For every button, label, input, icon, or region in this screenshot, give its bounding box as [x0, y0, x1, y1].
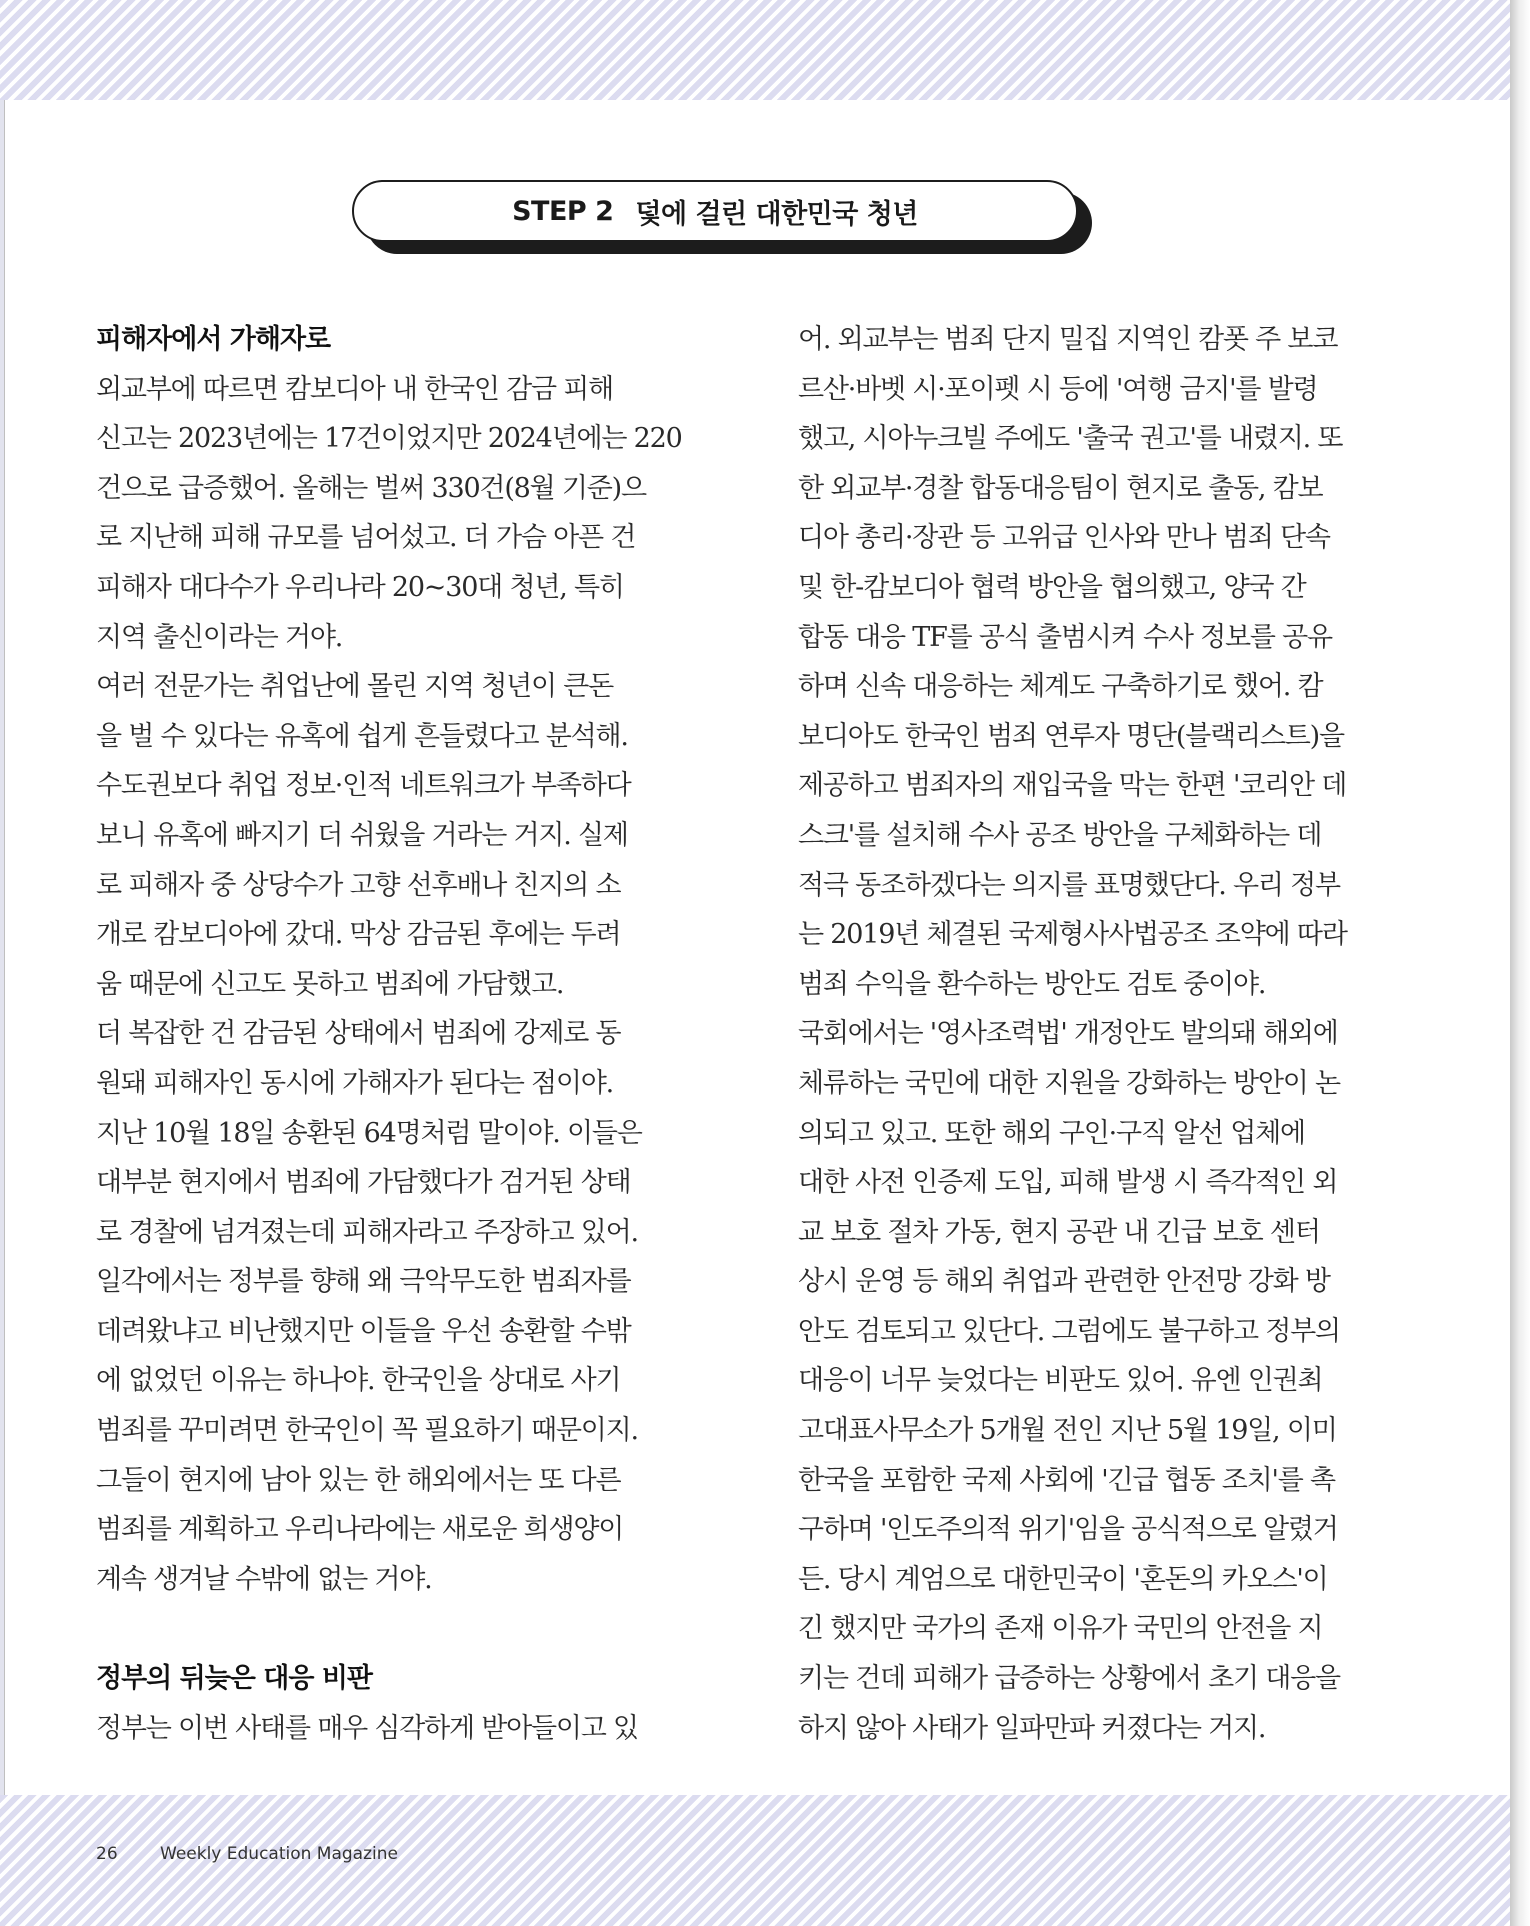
text-line: 르산·바벳 시·포이펫 시 등에 '여행 금지'를 발령 [798, 373, 1318, 405]
text-line: 상시 운영 등 해외 취업과 관련한 안전망 강화 방 [798, 1266, 1330, 1298]
text-line: 고대표사무소가 5개월 전인 지난 5월 19일, 이미 [798, 1415, 1337, 1447]
text-line: 체류하는 국민에 대한 지원을 강화하는 방안이 논 [798, 1067, 1340, 1099]
text-line: 키는 건데 피해가 급증하는 상황에서 초기 대응을 [798, 1663, 1340, 1695]
text-line: 대응이 너무 늦었다는 비판도 있어. 유엔 인권최 [798, 1365, 1323, 1397]
left-paragraphs-1 [96, 365, 682, 1605]
page-footer [96, 1844, 398, 1864]
text-line: 한 외교부·경찰 합동대응팀이 현지로 출동, 캄보 [798, 472, 1323, 504]
title-banner-pill [352, 180, 1078, 242]
text-line: 했고, 시아누크빌 주에도 '출국 권고'를 내렸지. 또 [798, 423, 1343, 455]
text-line: 피해자 대다수가 우리나라 20~30대 청년, 특히 [96, 571, 624, 603]
subheading-victim-to-perpetrator: 피해자에서 가해자로 [96, 324, 331, 355]
section-title-banner [352, 180, 1092, 254]
text-line: 수도권보다 취업 정보·인적 네트워크가 부족하다 [96, 770, 631, 802]
text-line: 보디아도 한국인 범죄 연루자 명단(블랙리스트)을 [798, 720, 1344, 752]
text-line: 긴 했지만 국가의 존재 이유가 국민의 안전을 지 [798, 1613, 1323, 1645]
text-line: 범죄를 꾸미려면 한국인이 꼭 필요하기 때문이지. [96, 1415, 638, 1447]
text-line: 하지 않아 사태가 일파만파 커졌다는 거지. [798, 1712, 1266, 1744]
text-line: 여러 전문가는 취업난에 몰린 지역 청년이 큰돈 [96, 671, 614, 703]
text-line: 하며 신속 대응하는 체계도 구축하기로 했어. 캄 [798, 671, 1323, 703]
text-line: 건으로 급증했어. 올해는 벌써 330건(8월 기준)으 [96, 472, 646, 504]
step-label: STEP 2 [512, 195, 614, 227]
text-line: 스크'를 설치해 수사 공조 방안을 구체화하는 데 [798, 819, 1322, 851]
section-title: 덫에 걸린 대한민국 청년 [635, 198, 918, 230]
text-line: 합동 대응 TF를 공식 출범시켜 수사 정보를 공유 [798, 621, 1332, 653]
text-line: 지역 출신이라는 거야. [96, 621, 343, 653]
text-line: 정부는 이번 사태를 매우 심각하게 받아들이고 있 [96, 1712, 638, 1744]
text-line: 계속 생겨날 수밖에 없는 거야. [96, 1563, 432, 1595]
text-line: 는 2019년 체결된 국제형사사법공조 조약에 따라 [798, 919, 1347, 951]
left-column [96, 315, 682, 1753]
text-line: 제공하고 범죄자의 재입국을 막는 한편 '코리안 데 [798, 770, 1347, 802]
text-line: 교 보호 절차 가동, 현지 공관 내 긴급 보호 센터 [798, 1216, 1320, 1248]
text-line: 일각에서는 정부를 향해 왜 극악무도한 범죄자를 [96, 1266, 631, 1298]
text-line: 한국을 포함한 국제 사회에 '긴급 협동 조치'를 촉 [798, 1464, 1335, 1496]
right-column [798, 315, 1348, 1753]
text-line: 에 없었던 이유는 하나야. 한국인을 상대로 사기 [96, 1365, 621, 1397]
page-fold-edge [1510, 0, 1530, 1926]
magazine-name: Weekly Education Magazine [160, 1844, 398, 1864]
right-paragraphs [798, 315, 1348, 1753]
text-line: 어. 외교부는 범죄 단지 밀집 지역인 캄폿 주 보코 [798, 324, 1338, 355]
text-line: 대한 사전 인증제 도입, 피해 발생 시 즉각적인 외 [798, 1167, 1338, 1199]
text-line: 지난 10월 18일 송환된 64명처럼 말이야. 이들은 [96, 1117, 642, 1149]
text-line: 로 경찰에 넘겨졌는데 피해자라고 주장하고 있어. [96, 1216, 638, 1248]
text-line: 그들이 현지에 남아 있는 한 해외에서는 또 다른 [96, 1464, 621, 1496]
text-line: 신고는 2023년에는 17건이었지만 2024년에는 220 [96, 423, 682, 455]
text-line: 국회에서는 '영사조력법' 개정안도 발의돼 해외에 [798, 1018, 1338, 1050]
text-line: 의되고 있고. 또한 해외 구인·구직 알선 업체에 [798, 1117, 1305, 1149]
text-line: 및 한-캄보디아 협력 방안을 협의했고, 양국 간 [798, 571, 1306, 603]
text-line: 더 복잡한 건 감금된 상태에서 범죄에 강제로 동 [96, 1018, 621, 1050]
text-line: 데려왔냐고 비난했지만 이들을 우선 송환할 수밖 [96, 1315, 631, 1347]
text-line: 로 피해자 중 상당수가 고향 선후배나 친지의 소 [96, 869, 621, 901]
text-line: 움 때문에 신고도 못하고 범죄에 가담했고. [96, 968, 564, 1000]
text-line: 범죄 수익을 환수하는 방안도 검토 중이야. [798, 968, 1266, 1000]
text-line: 안도 검토되고 있단다. 그럼에도 불구하고 정부의 [798, 1315, 1340, 1347]
text-line: 개로 캄보디아에 갔대. 막상 감금된 후에는 두려 [96, 919, 621, 951]
paragraph-gap [96, 1604, 646, 1654]
text-line: 을 벌 수 있다는 유혹에 쉽게 흔들렸다고 분석해. [96, 720, 628, 752]
text-line: 구하며 '인도주의적 위기'임을 공식적으로 알렸거 [798, 1514, 1338, 1546]
top-stripe-band [0, 0, 1530, 100]
text-line: 디아 총리·장관 등 고위급 인사와 만나 범죄 단속 [798, 522, 1330, 554]
text-line: 원돼 피해자인 동시에 가해자가 된다는 점이야. [96, 1067, 614, 1099]
page-number: 26 [96, 1844, 118, 1864]
text-line: 범죄를 계획하고 우리나라에는 새로운 희생양이 [96, 1514, 624, 1546]
text-line: 적극 동조하겠다는 의지를 표명했단다. 우리 정부 [798, 869, 1340, 901]
left-paragraphs-2 [96, 1704, 646, 1754]
text-line: 보니 유혹에 빠지기 더 쉬웠을 거라는 거지. 실제 [96, 819, 628, 851]
text-line: 든. 당시 계엄으로 대한민국이 '혼돈의 카오스'이 [798, 1563, 1328, 1595]
text-line: 외교부에 따르면 캄보디아 내 한국인 감금 피해 [96, 373, 614, 405]
subheading-government-criticism: 정부의 뒤늦은 대응 비판 [96, 1663, 373, 1695]
text-line: 대부분 현지에서 범죄에 가담했다가 검거된 상태 [96, 1167, 631, 1199]
text-line: 로 지난해 피해 규모를 넘어섰고. 더 가슴 아픈 건 [96, 522, 636, 554]
